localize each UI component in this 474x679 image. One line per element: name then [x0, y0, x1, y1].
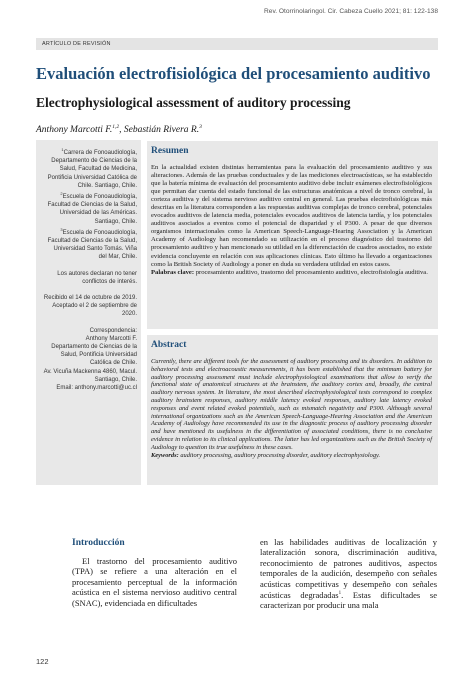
intro-text: . Estas dificultades se caracterizan por producir una mala	[260, 589, 437, 611]
author-affiliation-marker: 3	[199, 124, 202, 130]
affiliation-text: Carrera de Fonoaudiología, Departamento de Ciencias de la Salud, Facultad de Medicina, Pontificia Universidad Católica de Chile. Santiago, Chile.	[47, 150, 137, 189]
intro-text: en las habilidades auditivas de localización y lateralización sonora, discriminación auditiva, reconocimiento de patrones auditivos, aspectos temporales de la audición, desempeño con señales acústicas competitivas y desempeño con señales acústicas degradadas	[260, 537, 437, 600]
keywords-label: Keywords:	[151, 451, 179, 459]
abstract-heading: Abstract	[151, 340, 187, 350]
correspondence-line: Departamento de Ciencias de la Salud, Pontificia Universidad Católica de Chile.	[51, 344, 137, 367]
article-title-english: Electrophysiological assessment of auditory processing	[36, 95, 351, 110]
article-type-bar: ARTÍCULO DE REVISIÓN	[36, 38, 438, 50]
correspondence-line: Av. Vicuña Mackenna 4860, Macul. Santiago, Chile.	[43, 368, 137, 383]
correspondence-label: Correspondencia:	[89, 327, 137, 334]
author-list	[36, 124, 202, 135]
page-number: 122	[36, 657, 49, 666]
resumen-heading: Resumen	[151, 146, 189, 156]
correspondence	[40, 327, 137, 393]
affiliation-number: 1	[61, 147, 64, 152]
keywords-text: procesamiento auditivo, trastorno del procesamiento auditivo, electrofisiología auditiva.	[195, 268, 428, 276]
affiliation-text: Escuela de Fonoaudiología, Facultad de Ciencias de la Salud, Universidad de las Américas. Santiago, Chile.	[47, 194, 137, 225]
resumen-body: En la actualidad existen distintas herramientas para la evaluación del procesamiento auditivo y sus alteraciones. Además de las pruebas conductuales y de las mediciones electroacústicas, se ha establecido que la batería mínima de evaluación del procesamiento auditivo debe incluir exámenes electrofisiológicos que permitan dar cuenta del estado funcional de las estructuras anatómicas a nivel de tronco cerebral, la corteza auditiva y del sistema nervioso auditivo central en general. Las pruebas electrofisiológicas más descritas en la literatura corresponden a las respuestas auditivas complejas de tronco cerebral, potenciales evocados auditivos de latencia media, potenciales evocados auditivos de latencia tardía, y los potenciales auditivos asociados a eventos como el potencial de disparidad y el P300. A pesar de que diversos organismos internacionales como la American Speech-Language-Hearing Association y la American Academy of Audiology han recomendado su utilización en el proceso diagnóstico del trastorno del procesamiento auditivo y han mencionado su utilidad en la diferenciación de cuadros asociados, no existe evidencia concluyente en relación con sus aplicaciones clínicas. Esto último ha llevado a organizaciones como la British Society of Audiology a poner en duda su verdadera utilidad en estos casos.	[151, 164, 432, 268]
author-name: Anthony Marcotti F.	[36, 125, 113, 136]
keywords-label: Palabras clave:	[151, 268, 195, 276]
affiliation-number: 2	[60, 191, 63, 197]
correspondence-email: Email: anthony.marcotti@uc.cl	[56, 385, 137, 392]
affiliation-item	[40, 190, 137, 226]
affiliation-number: 3	[60, 226, 63, 232]
introduction-right-column	[260, 537, 437, 611]
correspondence-line: Anthony Marcotti F.	[85, 335, 137, 342]
journal-header: Rev. Otorrinolaringol. Cir. Cabeza Cuello 2021; 81: 122-138	[264, 8, 438, 15]
affiliation-item	[40, 146, 137, 190]
abstract-body: Currently, there are different tools for the assessment of auditory processing and its disorders. In addition to behavioral tests and electroacoustic measurements, it has been established that the minimum battery for auditory processing assessment must include electrophysiological examinations that allow to verify the functional state of anatomical structures at the brainstem, the auditory cortex and, broadly, the central auditory nervous system. In literature, the most described electrophysiological tests correspond to complex auditory brainstem responses, auditory middle latency evoked responses, auditory late latency evoked responses and event related evoked potentials, such as mismatch negativity and P300. Although several international organizations such as the American Speech-Language-Hearing Association and the American Academy of Audiology have recommended its use in the diagnostic process of auditory processing disorder and have mentioned its usefulness in the differentiation of associated conditions, there is no conclusive evidence in relation to its clinical applications. The latter has led organizations such as the British Society of Audiology to question its true usefulness in these cases.	[151, 358, 432, 451]
affiliation-text: Escuela de Fonoaudiología, Facultad de Ciencias de la Salud, Universidad Santo Tomás. Viña del Mar, Chile.	[47, 229, 137, 261]
resumen-section	[147, 141, 438, 329]
citation-marker: 1	[338, 591, 342, 597]
keywords-text: auditory processing, auditory processing disorder, auditory electrophysiology.	[180, 451, 381, 459]
introduction-left-column: El trastorno del procesamiento auditivo (TPA) se refiere a una alteración en el procesamiento perceptual de la información acústica en el sistema nervioso auditivo central (SNAC), evidenciada en dificultades	[72, 556, 237, 608]
abstract-section	[147, 335, 438, 485]
abstract-keywords	[151, 452, 432, 460]
received-accepted-dates: Recibido el 14 de octubre de 2019. Aceptado el 2 de septiembre de 2020.	[43, 295, 137, 318]
introduction-heading: Introducción	[72, 538, 125, 548]
author-separator: ,	[119, 125, 124, 136]
affiliations	[40, 146, 137, 262]
article-title-spanish: Evaluación electrofisiológica del procesamiento auditivo	[36, 64, 431, 83]
affiliation-item	[40, 226, 137, 262]
author-affiliation-marker: 1,2	[112, 124, 120, 130]
conflict-of-interest-note: Los autores declaran no tener conflictos de interés.	[57, 270, 137, 285]
author-info-sidebar	[36, 140, 141, 485]
resumen-keywords	[151, 269, 432, 277]
author-name: Sebastián Rivera R.	[123, 125, 200, 136]
